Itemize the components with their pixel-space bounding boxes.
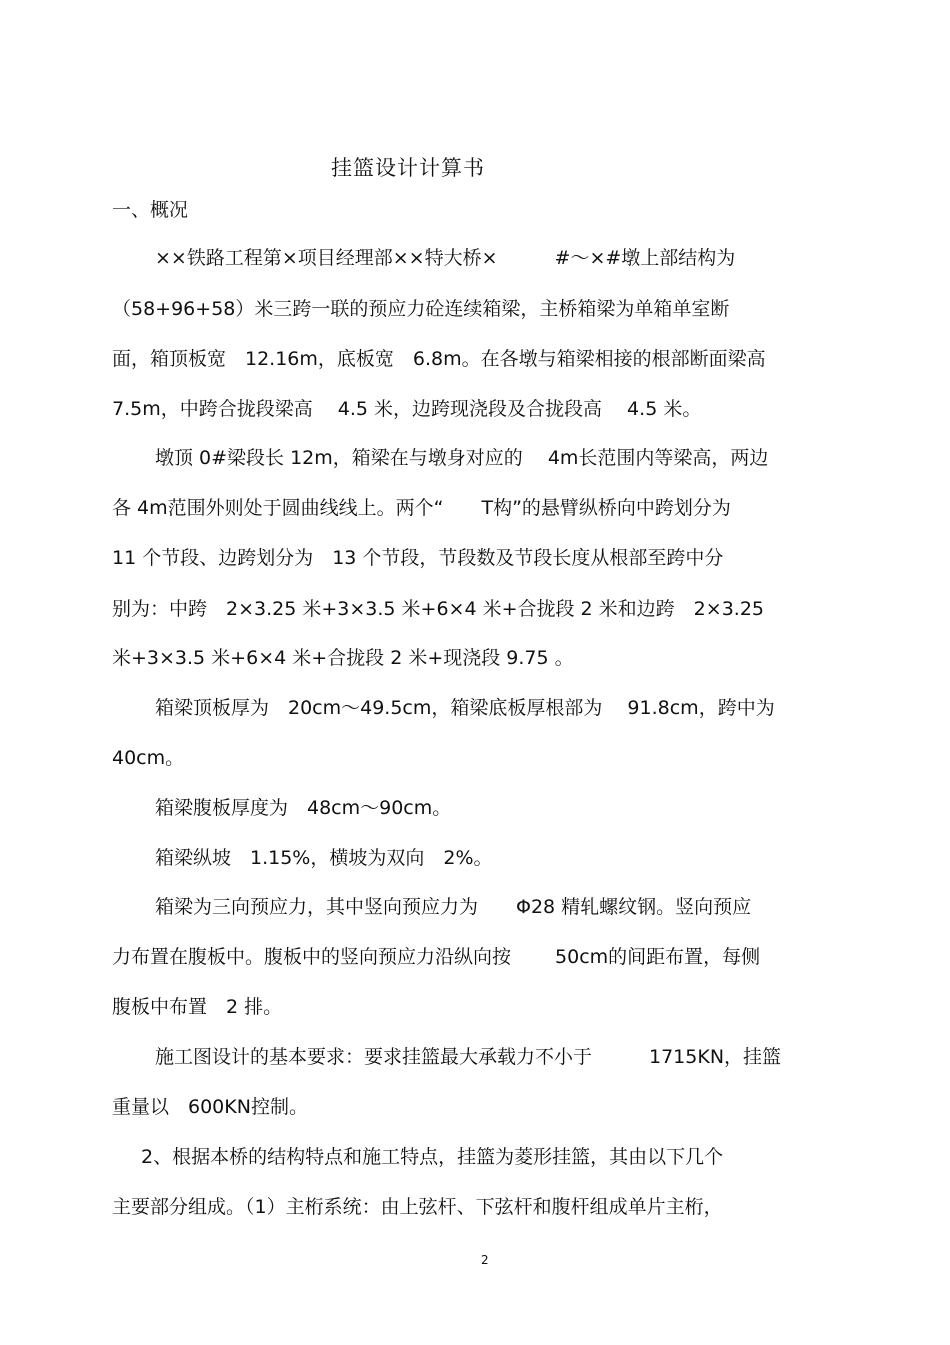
paragraph-line: 墩顶 0#梁段长 12m，箱梁在与墩身对应的 4m长范围内等梁高，两边 bbox=[155, 447, 769, 469]
paragraph-line: 米+3×3.5 米+6×4 米+合拢段 2 米+现浇段 9.75 。 bbox=[112, 647, 574, 669]
paragraph-line: 腹板中布置 2 排。 bbox=[112, 996, 283, 1018]
paragraph-line: 箱梁纵坡 1.15%，横坡为双向 2%。 bbox=[155, 847, 493, 869]
paragraph-line: 别为：中跨 2×3.25 米+3×3.5 米+6×4 米+合拢段 2 米和边跨 2×3.25 bbox=[112, 598, 764, 620]
paragraph-line: 箱梁腹板厚度为 48cm～90cm。 bbox=[155, 797, 452, 819]
paragraph-line: 7.5m，中跨合拢段梁高 4.5 米，边跨现浇段及合拢段高 4.5 米。 bbox=[112, 398, 702, 420]
paragraph-line: 2、根据本桥的结构特点和施工特点，挂篮为菱形挂篮，其由以下几个 bbox=[141, 1146, 724, 1168]
paragraph-line: ××铁路工程第×项目经理部××特大桥× #～×#墩上部结构为 bbox=[155, 247, 736, 269]
paragraph-line: 主要部分组成。（1）主桁系统：由上弦杆、下弦杆和腹杆组成单片主桁， bbox=[112, 1196, 723, 1218]
section-heading: 一、概况 bbox=[112, 199, 189, 221]
paragraph-line: 11 个节段、边跨划分为 13 个节段，节段数及节段长度从根部至跨中分 bbox=[112, 547, 724, 569]
paragraph-line: 重量以 600KN控制。 bbox=[112, 1096, 308, 1118]
paragraph-line: 施工图设计的基本要求：要求挂篮最大承载力不小于 1715KN，挂篮 bbox=[155, 1046, 782, 1068]
document-title: 挂篮设计计算书 bbox=[331, 156, 485, 180]
paragraph-line: 箱梁顶板厚为 20cm～49.5cm，箱梁底板厚根部为 91.8cm，跨中为 bbox=[155, 697, 775, 719]
paragraph-line: （58+96+58）米三跨一联的预应力砼连续箱梁，主桥箱梁为单箱单室断 bbox=[112, 298, 730, 320]
page-number: 2 bbox=[481, 1253, 489, 1267]
paragraph-line: 各 4m范围外则处于圆曲线线上。两个“ T构”的悬臂纵桥向中跨划分为 bbox=[112, 497, 731, 519]
paragraph-line: 40cm。 bbox=[112, 747, 185, 769]
paragraph-line: 面，箱顶板宽 12.16m，底板宽 6.8m。在各墩与箱梁相接的根部断面梁高 bbox=[112, 348, 766, 370]
paragraph-line: 力布置在腹板中。腹板中的竖向预应力沿纵向按 50cm的间距布置，每侧 bbox=[112, 946, 761, 968]
paragraph-line: 箱梁为三向预应力，其中竖向预应力为 Φ28 精轧螺纹钢。竖向预应 bbox=[155, 896, 752, 918]
